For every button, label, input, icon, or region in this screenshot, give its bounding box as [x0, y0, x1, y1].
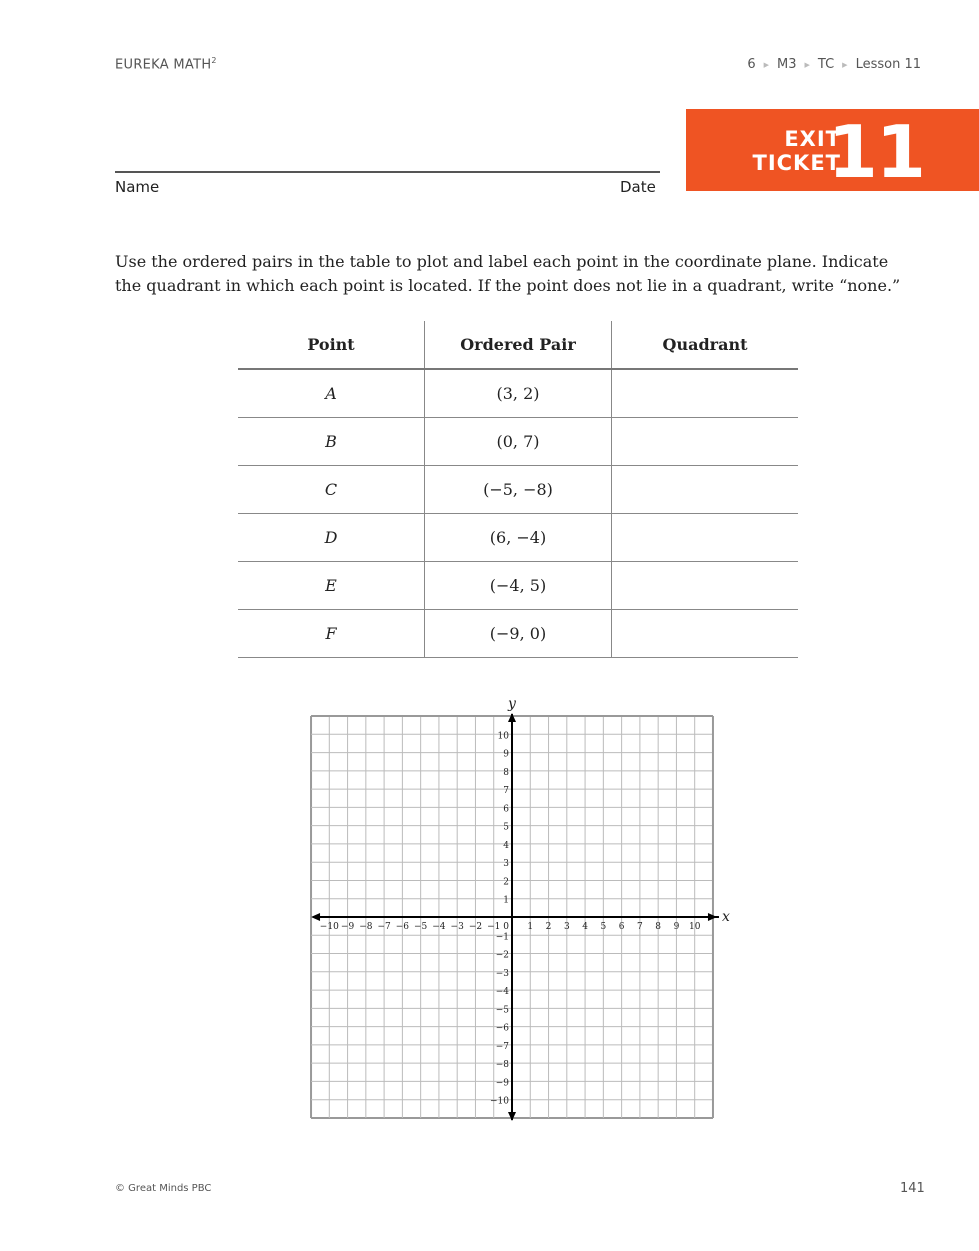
x-axis-left-arrow-icon — [311, 913, 320, 921]
ordered-pair-cell: (−5, −8) — [425, 466, 612, 514]
table-row — [238, 369, 798, 418]
point-cell: D — [238, 514, 425, 562]
brand-superscript: 2 — [211, 56, 217, 65]
triangle-separator-icon: ▶ — [842, 60, 848, 69]
copyright: © Great Minds PBC — [115, 1183, 212, 1194]
table-row — [238, 466, 798, 514]
ordered-pair-cell: (6, −4) — [425, 514, 612, 562]
ordered-pair-cell: (0, 7) — [425, 418, 612, 466]
header-quadrant: Quadrant — [612, 321, 799, 369]
table-row — [238, 418, 798, 466]
breadcrumb — [747, 57, 921, 72]
ordered-pairs-table — [238, 321, 798, 658]
table-row — [238, 514, 798, 562]
y-tick-label: 4 — [503, 840, 509, 851]
brand-text: EUREKA MATH — [115, 57, 212, 73]
name-date-line[interactable] — [115, 171, 660, 173]
y-axis-label: y — [508, 696, 516, 713]
quadrant-answer-cell[interactable] — [612, 418, 799, 466]
quadrant-answer-cell[interactable] — [612, 369, 799, 418]
point-cell: B — [238, 418, 425, 466]
y-tick-label: −7 — [495, 1041, 509, 1052]
x-axis-label: x — [721, 909, 730, 925]
y-tick-label: −6 — [495, 1023, 509, 1034]
x-tick-label: −4 — [432, 922, 446, 932]
y-tick-label: 10 — [497, 731, 509, 742]
y-tick-label: −10 — [490, 1096, 509, 1107]
banner-line2: TICKET — [752, 151, 841, 175]
ordered-pair-cell: (3, 2) — [425, 369, 612, 418]
x-tick-label: 2 — [545, 922, 552, 932]
breadcrumb-lesson: Lesson 11 — [855, 57, 921, 72]
coordinate-plane[interactable] — [290, 690, 730, 1130]
instructions: Use the ordered pairs in the table to plot and label each point in the coordinate plane. Indicate the quadrant in which each point is located. If the point does not lie in a quadrant, write “none.” — [115, 252, 901, 295]
breadcrumb-topic: TC — [817, 57, 835, 72]
x-tick-label: −8 — [359, 922, 373, 932]
quadrant-answer-cell[interactable] — [612, 610, 799, 658]
banner-line1: EXIT — [784, 127, 841, 151]
x-tick-label: 9 — [673, 922, 680, 932]
origin-label: 0 — [503, 922, 509, 932]
quadrant-answer-cell[interactable] — [612, 466, 799, 514]
y-tick-label: 9 — [503, 749, 509, 760]
x-tick-label: −5 — [414, 922, 428, 932]
table-row — [238, 610, 798, 658]
x-tick-label: −3 — [450, 922, 464, 932]
y-tick-label: 6 — [503, 804, 509, 815]
triangle-separator-icon: ▶ — [763, 60, 770, 69]
breadcrumb-grade: 6 — [747, 57, 756, 72]
x-tick-label: −6 — [395, 922, 410, 932]
y-tick-label: −2 — [495, 950, 509, 961]
date-label: Date — [620, 178, 656, 196]
y-tick-label: 3 — [503, 859, 509, 870]
x-tick-label: 5 — [600, 922, 607, 932]
x-tick-label: 7 — [637, 922, 643, 932]
x-tick-label: −7 — [377, 922, 391, 932]
quadrant-answer-cell[interactable] — [612, 514, 799, 562]
point-cell: A — [238, 369, 425, 418]
y-tick-label: −8 — [495, 1060, 509, 1071]
ordered-pair-cell: (−9, 0) — [425, 610, 612, 658]
x-tick-label: −1 — [487, 922, 501, 932]
x-tick-label: 3 — [563, 922, 570, 932]
name-label: Name — [115, 178, 160, 196]
quadrant-answer-cell[interactable] — [612, 562, 799, 610]
breadcrumb-module: M3 — [777, 57, 797, 72]
brand-logo — [115, 56, 217, 72]
point-cell: C — [238, 466, 425, 514]
header-point: Point — [238, 321, 425, 369]
y-tick-label: −9 — [495, 1078, 509, 1089]
page-number: 141 — [900, 1181, 925, 1196]
x-tick-label: 10 — [688, 922, 701, 932]
triangle-separator-icon: ▶ — [804, 60, 810, 69]
point-cell: E — [238, 562, 425, 610]
exit-ticket-banner — [686, 109, 979, 194]
y-tick-label: 2 — [503, 877, 509, 888]
y-tick-label: −1 — [495, 932, 509, 943]
x-tick-label: −2 — [468, 922, 483, 932]
y-tick-label: 5 — [503, 822, 509, 833]
lesson-number: 11 — [827, 110, 924, 194]
header-ordered-pair: Ordered Pair — [425, 321, 612, 369]
y-tick-label: −3 — [495, 968, 509, 979]
y-tick-label: 1 — [503, 895, 509, 906]
y-tick-label: −5 — [495, 1005, 509, 1016]
y-tick-label: −4 — [495, 987, 509, 998]
y-axis-up-arrow-icon — [508, 713, 516, 722]
x-tick-label: 6 — [618, 922, 625, 932]
ordered-pair-cell: (−4, 5) — [425, 562, 612, 610]
table-row — [238, 562, 798, 610]
x-tick-label: −9 — [340, 922, 355, 932]
point-cell: F — [238, 610, 425, 658]
y-axis-down-arrow-icon — [508, 1112, 516, 1121]
x-tick-label: 4 — [582, 922, 588, 932]
y-tick-label: 8 — [503, 767, 509, 778]
x-tick-label: 8 — [655, 922, 662, 932]
x-tick-label: −10 — [319, 922, 339, 932]
y-tick-label: 7 — [503, 786, 509, 797]
x-tick-label: 1 — [527, 922, 534, 932]
